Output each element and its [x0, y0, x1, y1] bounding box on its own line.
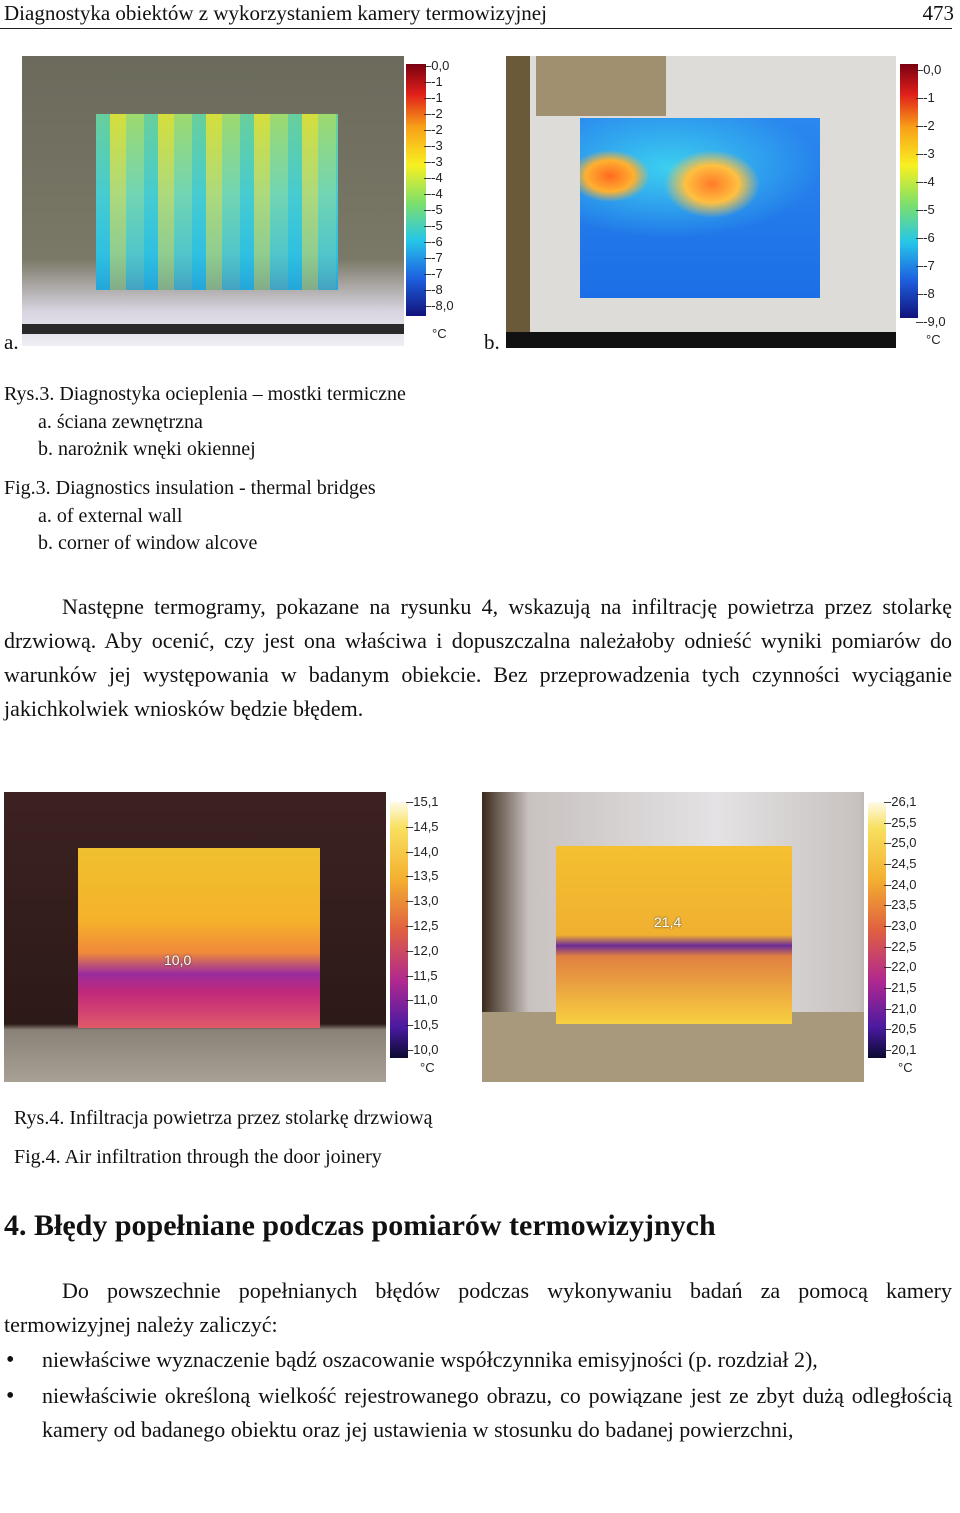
scale-unit: °C	[898, 1060, 913, 1075]
scale-tick-label: –15,1	[406, 794, 439, 809]
scale-tick-label: –-7	[424, 266, 443, 281]
scale-tick-label: –23,5	[884, 897, 917, 913]
scale-tick-label: –-4	[424, 170, 443, 185]
thermogram-wall	[22, 56, 462, 346]
scale-tick-label: –23,0	[884, 918, 917, 933]
fig4-caption-pl: Rys.4. Infiltracja powietrza przez stolarkę drzwiową	[14, 1107, 433, 1129]
scale-tick-label: –21,0	[884, 1000, 917, 1016]
scale-tick-label: –0,0	[424, 58, 450, 73]
scale-tick-label: –11,0	[406, 992, 438, 1008]
scale-b	[896, 56, 958, 350]
scale-tick-label: –11,5	[406, 967, 438, 983]
scale-tick-label: –-3	[424, 138, 443, 153]
bullet-list	[4, 1343, 952, 1449]
scale-tick-label: –25,0	[884, 835, 917, 851]
scale-tick-label: –-4	[424, 186, 443, 201]
body-paragraph-2	[4, 1274, 952, 1342]
scale-tick-label: –22,5	[884, 938, 917, 954]
scale-tick-label: –14,5	[406, 818, 439, 834]
panel-label-b: b.	[484, 330, 500, 354]
temperature-marker: 21,4	[654, 914, 682, 930]
scale-tick-label: –13,5	[406, 868, 439, 884]
paragraph-text: Następne termogramy, pokazane na rysunku 4, wskazują na infiltrację powietrza przez stolarkę drzwiową. Aby ocenić, czy jest ona właściwa i dopuszczalna należałoby odnieść wyniki pomiarów do warunków jej występowania w badanym obiekcie. Bez przeprowadzenia tych czynności wyciąganie jakichkolwiek wniosków będzie błędem.	[4, 594, 952, 721]
scale-tick-label: –-6	[916, 230, 935, 245]
fig3-caption-en-a: a. of external wall	[38, 505, 183, 527]
scale-tick-label: –-1	[424, 74, 443, 89]
scale-tick-label: –-3	[424, 154, 443, 169]
scale-tick-label: –-5	[424, 218, 443, 233]
page-header	[0, 0, 952, 29]
fig3-caption-pl-a: a. ściana zewnętrzna	[38, 411, 203, 433]
scale-door-right	[864, 792, 952, 1082]
page-number: 473	[922, 1, 954, 25]
scale-tick-label: –20,1	[884, 1042, 917, 1057]
scale-unit: °C	[926, 332, 941, 347]
thermogram-window-corner	[506, 56, 958, 348]
scale-tick-label: –-8,0	[424, 298, 454, 313]
scale-tick-label: –10,5	[406, 1017, 439, 1033]
list-item: • niewłaściwe wyznaczenie bądź oszacowanie współczynnika emisyjności (p. rozdział 2),	[4, 1343, 952, 1377]
scale-tick-label: –26,1	[884, 794, 917, 809]
body-paragraph	[4, 590, 952, 726]
paragraph-text: Do powszechnie popełnianych błędów podczas wykonywaniu badań za pomocą kamery termowizyjnej należy zaliczyć:	[4, 1278, 952, 1337]
scale-tick-label: –24,5	[884, 856, 917, 871]
thermal-overlay	[580, 118, 820, 298]
fig3-caption-pl-b: b. narożnik wnęki okiennej	[38, 438, 256, 460]
scale-tick-label: –-1	[424, 90, 443, 105]
thermal-overlay	[96, 114, 338, 290]
scale-unit: °C	[420, 1060, 435, 1075]
thermal-overlay	[78, 848, 320, 1028]
scale-tick-label: –-8	[916, 286, 935, 301]
scale-unit: °C	[432, 326, 447, 341]
temperature-marker: 10,0	[164, 952, 192, 968]
scale-tick-label: –12,0	[406, 942, 439, 958]
scale-door-left	[386, 792, 474, 1082]
scale-tick-label: –-9,0	[916, 314, 946, 329]
scale-tick-label: –21,5	[884, 980, 917, 995]
scale-tick-label: –24,0	[884, 876, 917, 892]
scale-tick-label: –-4	[916, 174, 935, 189]
scale-tick-label: –13,0	[406, 893, 439, 909]
scale-tick-label: –-1	[916, 90, 935, 105]
scale-tick-label: –-3	[916, 146, 935, 161]
thermal-overlay	[556, 846, 792, 1024]
fig4-caption-en: Fig.4. Air infiltration through the door joinery	[14, 1146, 382, 1168]
scale-tick-label: –-2	[916, 118, 935, 133]
scale-a	[404, 56, 462, 346]
scale-tick-label: –-2	[424, 122, 443, 137]
scale-tick-label: –-5	[916, 202, 935, 217]
scale-tick-label: –-7	[916, 258, 935, 273]
scale-tick-label: –10,0	[406, 1042, 439, 1057]
scale-tick-label: –20,5	[884, 1021, 917, 1037]
fig3-caption-en-b: b. corner of window alcove	[38, 532, 258, 554]
scale-tick-label: –14,0	[406, 843, 439, 859]
scale-tick-label: –25,5	[884, 814, 917, 830]
scale-tick-label: –22,0	[884, 959, 917, 975]
fig3-caption-en-title: Fig.3. Diagnostics insulation - thermal bridges	[4, 477, 376, 499]
scale-tick-label: –-2	[424, 106, 443, 121]
list-item: • niewłaściwie określoną wielkość rejestrowanego obrazu, co powiązane jest ze zbyt dużą odległością kamery od badanego obiektu oraz jej ustawienia w stosunku do badanej powierzchni,	[4, 1379, 952, 1447]
scale-tick-label: –-5	[424, 202, 443, 217]
scale-tick-label: –-8	[424, 282, 443, 297]
section-heading: 4. Błędy popełniane podczas pomiarów termowizyjnych	[4, 1209, 716, 1242]
scale-tick-label: –-7	[424, 250, 443, 265]
color-scale-bar	[406, 64, 426, 316]
fig3-caption-pl-title: Rys.3. Diagnostyka ocieplenia – mostki termiczne	[4, 383, 406, 405]
scale-tick-label: –0,0	[916, 62, 942, 77]
scale-tick-label: –12,5	[406, 918, 439, 933]
panel-label-a: a.	[4, 330, 19, 354]
running-title: Diagnostyka obiektów z wykorzystaniem kamery termowizyjnej	[4, 1, 547, 25]
scale-tick-label: –-6	[424, 234, 443, 249]
